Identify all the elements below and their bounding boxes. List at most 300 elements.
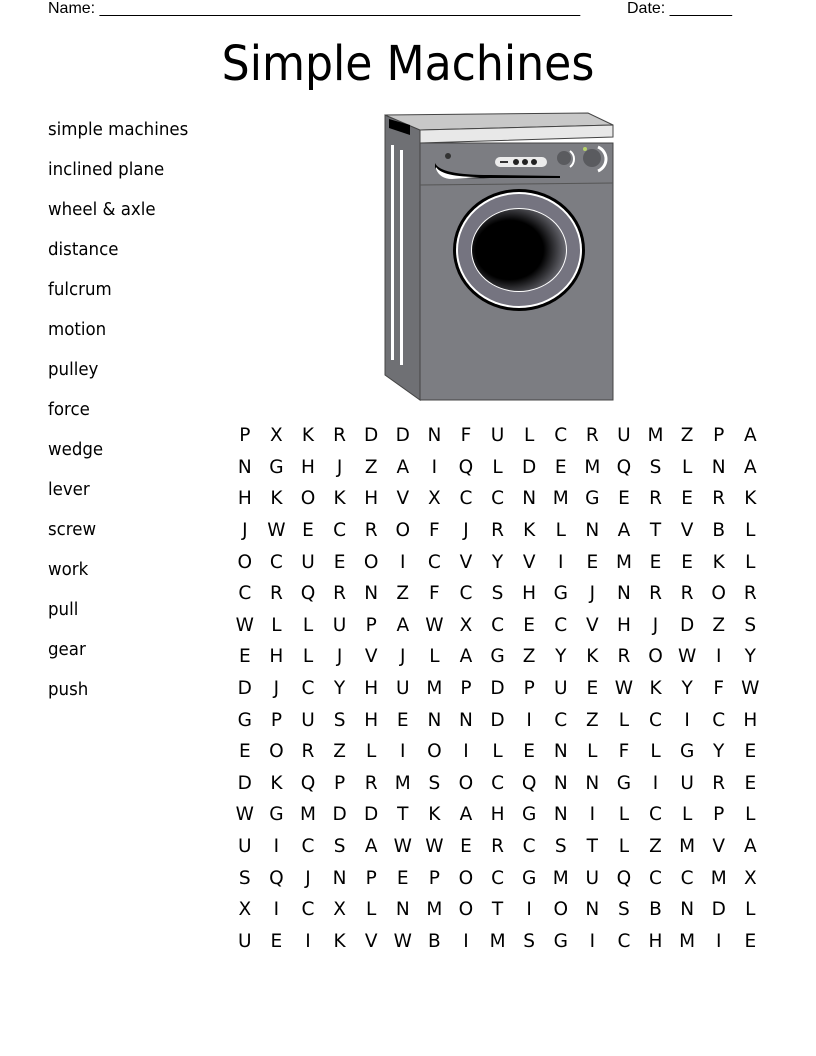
grid-cell: C [459,583,473,605]
grid-cell: N [553,741,568,763]
grid-cell: C [554,614,568,636]
grid-cell: I [715,646,722,668]
grid-cell: A [459,804,473,826]
grid-cell: N [553,772,568,794]
grid-cell: R [333,425,346,447]
grid-row [229,420,766,452]
grid-cell: P [239,425,251,447]
grid-cell: V [712,836,726,858]
grid-cell: N [237,456,252,478]
grid-cell: E [302,520,314,542]
grid-cell: R [712,772,726,794]
word-list-item: inclined plane [48,160,165,180]
grid-cell: H [269,646,284,668]
grid-cell: L [681,804,693,826]
grid-cell: U [680,772,694,794]
grid-cell: R [491,836,504,858]
grid-cell: E [618,488,630,510]
grid-cell: C [649,867,662,889]
grid-cell: S [744,614,757,636]
grid-row [229,673,766,705]
grid-cell: E [396,709,409,731]
date-field-label: Date: _______ [627,0,732,17]
grid-cell: W [235,614,254,636]
grid-cell: N [585,772,600,794]
grid-cell: X [333,899,346,921]
grid-cell: T [397,804,409,826]
grid-cell: W [393,930,412,952]
grid-cell: D [522,456,537,478]
word-search-grid [229,420,766,957]
grid-cell: B [712,520,726,542]
grid-cell: L [492,456,503,478]
grid-cell: E [554,456,567,478]
grid-cell: J [463,520,469,542]
grid-cell: J [305,867,311,889]
grid-cell: W [235,804,254,826]
grid-cell: J [242,520,248,542]
grid-cell: X [270,425,283,447]
grid-cell: A [396,614,410,636]
grid-cell: D [711,899,726,921]
word-list-item: gear [48,640,86,660]
word-list [48,110,196,710]
grid-cell: N [522,488,537,510]
grid-cell: G [490,646,505,668]
grid-cell: U [238,836,252,858]
grid-cell: R [585,425,599,447]
word-list-item: lever [48,480,90,500]
grid-cell: E [586,678,599,700]
grid-cell: L [587,741,598,763]
grid-cell: M [584,456,601,478]
grid-cell: S [238,867,251,889]
grid-cell: N [585,899,600,921]
grid-cell: N [427,709,442,731]
grid-cell: J [589,583,596,605]
grid-row [229,578,766,610]
grid-cell: S [428,772,441,794]
grid-cell: Y [555,646,567,668]
word-list-item: distance [48,240,119,260]
grid-cell: D [395,425,410,447]
grid-cell: E [460,836,472,858]
grid-cell: H [743,709,758,731]
grid-cell: C [427,551,441,573]
grid-cell: X [743,867,757,889]
grid-cell: G [269,804,284,826]
word-list-item: wheel & axle [48,200,156,220]
grid-cell: M [426,678,443,700]
grid-cell: L [366,899,377,921]
grid-cell: K [649,678,662,700]
grid-cell: F [429,520,440,542]
grid-row [229,546,766,578]
grid-cell: M [710,867,727,889]
grid-cell: Q [300,583,316,605]
grid-cell: S [333,836,346,858]
grid-cell: C [491,488,504,510]
grid-cell: Z [585,709,599,731]
grid-cell: P [713,804,725,826]
grid-row [229,610,766,642]
grid-cell: W [614,678,634,700]
grid-cell: D [237,772,252,794]
grid-cell: C [617,930,631,952]
grid-cell: E [649,551,662,573]
grid-cell: U [553,678,568,700]
grid-cell: R [333,583,346,605]
grid-cell: C [301,899,315,921]
grid-cell: S [523,930,536,952]
grid-cell: G [521,804,537,826]
grid-cell: M [679,836,696,858]
grid-cell: P [365,867,377,889]
grid-cell: A [396,456,410,478]
word-list-item: screw [48,520,97,540]
grid-cell: I [526,709,532,731]
grid-cell: A [617,520,631,542]
grid-row [229,768,766,800]
grid-cell: U [301,551,315,573]
grid-cell: Z [680,425,694,447]
grid-cell: Z [649,836,662,858]
grid-cell: N [459,709,473,731]
grid-cell: H [237,488,252,510]
grid-cell: C [491,867,504,889]
grid-cell: C [301,678,315,700]
word-list-item: force [48,400,90,420]
grid-cell: B [428,930,441,952]
grid-cell: R [712,488,726,510]
grid-row [229,799,766,831]
grid-cell: K [523,520,536,542]
grid-cell: H [364,709,379,731]
name-field-label: Name: ______________________________________________________ [48,0,581,17]
grid-cell: O [458,899,474,921]
grid-cell: R [364,520,378,542]
grid-cell: L [302,646,314,668]
grid-cell: Q [521,772,537,794]
grid-cell: D [364,804,379,826]
grid-cell: X [238,899,252,921]
grid-cell: L [745,551,756,573]
grid-cell: H [490,804,505,826]
grid-cell: N [711,456,726,478]
grid-cell: K [333,488,346,510]
grid-cell: L [745,520,756,542]
grid-cell: P [334,772,346,794]
grid-cell: W [425,836,444,858]
grid-cell: S [333,709,346,731]
grid-cell: Q [300,772,316,794]
grid-cell: K [301,425,315,447]
grid-cell: O [427,741,442,763]
grid-cell: C [649,804,662,826]
grid-cell: E [586,551,599,573]
grid-cell: H [301,456,315,478]
grid-cell: Z [333,741,346,763]
grid-cell: L [681,456,693,478]
grid-cell: I [652,772,659,794]
grid-cell: L [618,709,630,731]
grid-cell: C [333,520,347,542]
grid-cell: H [522,583,537,605]
grid-row [229,894,766,926]
grid-row [229,641,766,673]
grid-cell: N [553,804,568,826]
grid-cell: O [237,551,253,573]
page-title: Simple Machines [221,36,595,92]
grid-cell: C [491,614,504,636]
grid-cell: R [680,583,694,605]
word-list-item: motion [48,320,107,340]
grid-cell: N [680,899,695,921]
grid-row [229,704,766,736]
grid-cell: L [429,646,440,668]
grid-cell: S [554,836,567,858]
grid-cell: N [395,899,410,921]
grid-cell: G [553,583,568,605]
grid-cell: Y [744,646,756,668]
grid-cell: W [425,614,444,636]
grid-cell: V [396,488,410,510]
grid-cell: K [333,930,346,952]
grid-cell: H [648,930,663,952]
grid-cell: F [618,741,630,763]
grid-cell: I [400,741,406,763]
word-list-item: pull [48,600,79,620]
grid-cell: N [585,520,600,542]
grid-cell: I [589,804,596,826]
grid-cell: E [681,488,693,510]
grid-cell: N [364,583,379,605]
grid-cell: M [615,551,632,573]
grid-cell: G [237,709,252,731]
grid-cell: O [269,741,284,763]
grid-cell: M [552,867,569,889]
grid-cell: L [618,836,630,858]
grid-cell: U [395,678,410,700]
grid-cell: P [365,614,377,636]
grid-cell: J [336,646,343,668]
grid-cell: U [301,709,315,731]
grid-cell: C [649,709,662,731]
grid-cell: G [521,867,537,889]
grid-cell: F [713,678,725,700]
grid-cell: R [649,583,662,605]
grid-cell: I [526,899,532,921]
grid-cell: P [460,678,472,700]
grid-cell: R [364,772,378,794]
grid-cell: C [712,709,726,731]
grid-cell: O [458,772,474,794]
grid-row [229,483,766,515]
grid-cell: I [558,551,564,573]
grid-cell: L [555,520,566,542]
grid-cell: Y [713,741,725,763]
grid-cell: D [679,614,695,636]
grid-cell: A [743,425,757,447]
grid-cell: E [333,551,346,573]
grid-cell: S [649,456,662,478]
grid-cell: J [273,678,280,700]
grid-cell: V [586,614,599,636]
grid-cell: I [589,930,596,952]
grid-cell: Y [681,678,693,700]
grid-row [229,452,766,484]
grid-cell: M [489,930,506,952]
grid-cell: P [270,709,282,731]
grid-cell: P [428,867,440,889]
grid-cell: C [554,425,568,447]
grid-cell: N [617,583,631,605]
grid-cell: V [680,520,694,542]
grid-cell: D [237,678,252,700]
grid-cell: I [684,709,690,731]
grid-row [229,831,766,863]
grid-cell: U [238,930,252,952]
grid-cell: K [428,804,441,826]
grid-cell: O [648,646,663,668]
grid-cell: R [617,646,631,668]
grid-cell: Z [396,583,410,605]
grid-cell: J [336,456,343,478]
grid-cell: A [459,646,473,668]
grid-cell: M [426,899,443,921]
grid-cell: D [332,804,347,826]
grid-cell: D [364,425,379,447]
grid-cell: W [267,520,286,542]
word-list-item: wedge [48,440,104,460]
grid-cell: X [428,488,441,510]
grid-cell: I [431,456,438,478]
grid-cell: P [523,678,535,700]
grid-cell: E [396,867,409,889]
grid-cell: L [745,804,756,826]
grid-row [229,926,766,958]
grid-row [229,862,766,894]
grid-cell: W [677,646,697,668]
grid-cell: J [652,614,659,636]
grid-cell: M [647,425,664,447]
grid-cell: E [744,930,757,952]
grid-cell: E [681,551,693,573]
grid-cell: I [715,930,722,952]
grid-cell: K [586,646,599,668]
grid-cell: S [491,583,504,605]
word-list-item: fulcrum [48,280,112,300]
grid-row [229,515,766,547]
grid-cell: W [741,678,760,700]
grid-cell: U [617,425,631,447]
grid-cell: T [491,899,504,921]
grid-cell: O [363,551,379,573]
grid-cell: T [649,520,662,542]
grid-cell: C [301,836,315,858]
grid-cell: G [585,488,600,510]
grid-cell: R [649,488,662,510]
grid-cell: V [459,551,473,573]
grid-cell: Q [616,456,632,478]
grid-cell: L [618,804,630,826]
grid-cell: C [491,772,504,794]
grid-cell: L [523,425,535,447]
grid-cell: V [364,930,378,952]
washing-machine-icon [380,105,620,405]
grid-cell: G [679,741,695,763]
grid-cell: H [616,614,631,636]
grid-cell: K [270,772,283,794]
grid-cell: C [459,488,473,510]
grid-cell: I [273,836,280,858]
grid-cell: Q [616,867,632,889]
grid-cell: A [743,456,757,478]
grid-cell: V [364,646,378,668]
grid-cell: L [650,741,661,763]
grid-cell: R [301,741,315,763]
grid-cell: H [364,678,379,700]
grid-cell: M [300,804,316,826]
grid-cell: M [679,930,696,952]
word-list-item: work [48,560,89,580]
grid-cell: B [649,899,662,921]
grid-cell: L [366,741,377,763]
grid-cell: I [463,741,469,763]
grid-cell: I [305,930,311,952]
grid-cell: R [491,520,504,542]
grid-cell: Q [269,867,284,889]
word-list-item: push [48,680,89,700]
grid-cell: C [238,583,252,605]
grid-cell: Z [364,456,378,478]
grid-cell: Y [333,678,346,700]
grid-cell: X [459,614,473,636]
grid-cell: A [364,836,378,858]
grid-cell: G [269,456,284,478]
grid-cell: M [552,488,569,510]
grid-cell: E [238,646,251,668]
grid-cell: K [744,488,757,510]
grid-cell: I [273,899,280,921]
grid-cell: D [490,678,505,700]
grid-cell: N [332,867,347,889]
grid-cell: E [523,741,535,763]
grid-cell: E [744,772,757,794]
grid-cell: F [460,425,472,447]
grid-cell: V [522,551,536,573]
grid-cell: T [586,836,598,858]
grid-cell: L [271,614,282,636]
grid-row [229,736,766,768]
grid-cell: E [238,741,251,763]
grid-cell: C [522,836,536,858]
grid-cell: U [490,425,505,447]
grid-cell: A [743,836,757,858]
grid-cell: W [393,836,412,858]
word-list-item: pulley [48,360,99,380]
grid-cell: S [618,899,630,921]
grid-cell: D [490,709,505,731]
grid-cell: O [458,867,474,889]
grid-cell: F [429,583,440,605]
grid-cell: K [712,551,725,573]
grid-cell: J [400,646,406,668]
grid-cell: L [492,741,503,763]
grid-cell: L [745,899,756,921]
grid-cell: O [300,488,316,510]
grid-cell: I [463,930,469,952]
